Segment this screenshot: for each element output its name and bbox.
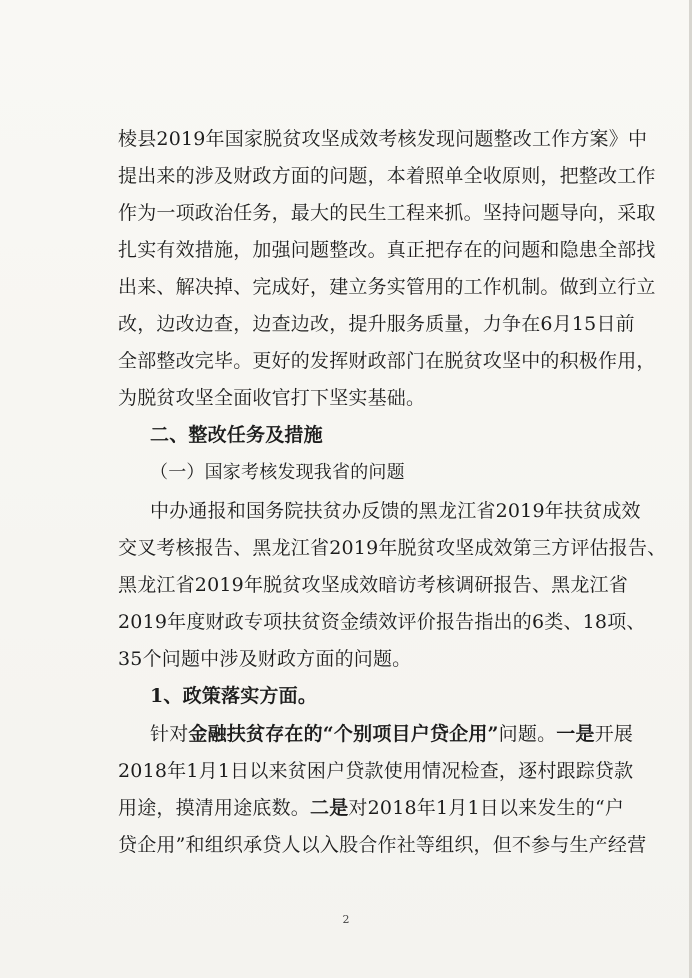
paragraph-1-line-8: 为脱贫攻坚全面收官打下坚实基础。 [118,387,426,409]
paragraph-1-line-5: 出来、解决掉、完成好，建立务实管用的工作机制。做到立行立 [118,276,656,298]
paragraph-3-line-4: 贷企用”和组织承贷人以入股合作社等组织，但不参与生产经营 [118,834,647,856]
paragraph-1-line-2: 提出来的涉及财政方面的问题，本着照单全收原则，把整改工作 [118,165,656,187]
paragraph-2-line-5: 35个问题中涉及财政方面的问题。 [118,648,412,670]
paragraph-1-line-6: 改，边改边查，边查边改，提升服务质量，力争在6月15日前 [118,313,635,335]
paragraph-3-line-1 [150,725,633,744]
paragraph-1-line-1: 棱县2019年国家脱贫攻坚成效考核发现问题整改工作方案》中 [118,128,648,150]
paragraph-3-line-2: 2018年1月1日以来贫困户贷款使用情况检查，逐村跟踪贷款 [118,760,634,782]
text-run: 对2018年1月1日以来发生的“户 [348,797,625,819]
paragraph-2-line-1: 中办通报和国务院扶贫办反馈的黑龙江省2019年扶贫成效 [150,500,641,522]
paragraph-2-line-4: 2019年度财政专项扶贫资金绩效评价报告指出的6类、18项、 [118,611,646,633]
text-run: 开展 [594,723,634,745]
paragraph-1-line-3: 作为一项政治任务，最大的民生工程来抓。坚持问题导向，采取 [118,202,656,224]
text-run: 针对 [150,723,189,745]
paragraph-2-line-3: 黑龙江省2019年脱贫攻坚成效暗访考核调研报告、黑龙江省 [118,574,628,596]
section-heading-3: 1、政策落实方面。 [150,685,318,707]
page-number: 2 [342,913,350,926]
text-run: 问题。 [498,723,557,745]
bold-text-run: 金融扶贫存在的“个别项目户贷企用” [188,723,499,745]
paragraph-2-line-2: 交叉考核报告、黑龙江省2019年脱贫攻坚成效第三方评估报告、 [118,537,667,559]
bold-text-run: 二是 [310,797,349,819]
bold-text-run: 一是 [556,723,595,745]
text-run: 用途，摸清用途底数。 [118,797,311,819]
paragraph-3-line-3 [118,799,624,818]
section-heading-2: 二、整改任务及措施 [150,424,323,446]
subsection-heading-1: （一）国家考核发现我省的问题 [150,462,405,483]
paragraph-1-line-4: 扎实有效措施，加强问题整改。真正把存在的问题和隐患全部找 [118,239,656,261]
paragraph-1-line-7: 全部整改完毕。更好的发挥财政部门在脱贫攻坚中的积极作用， [118,350,656,372]
